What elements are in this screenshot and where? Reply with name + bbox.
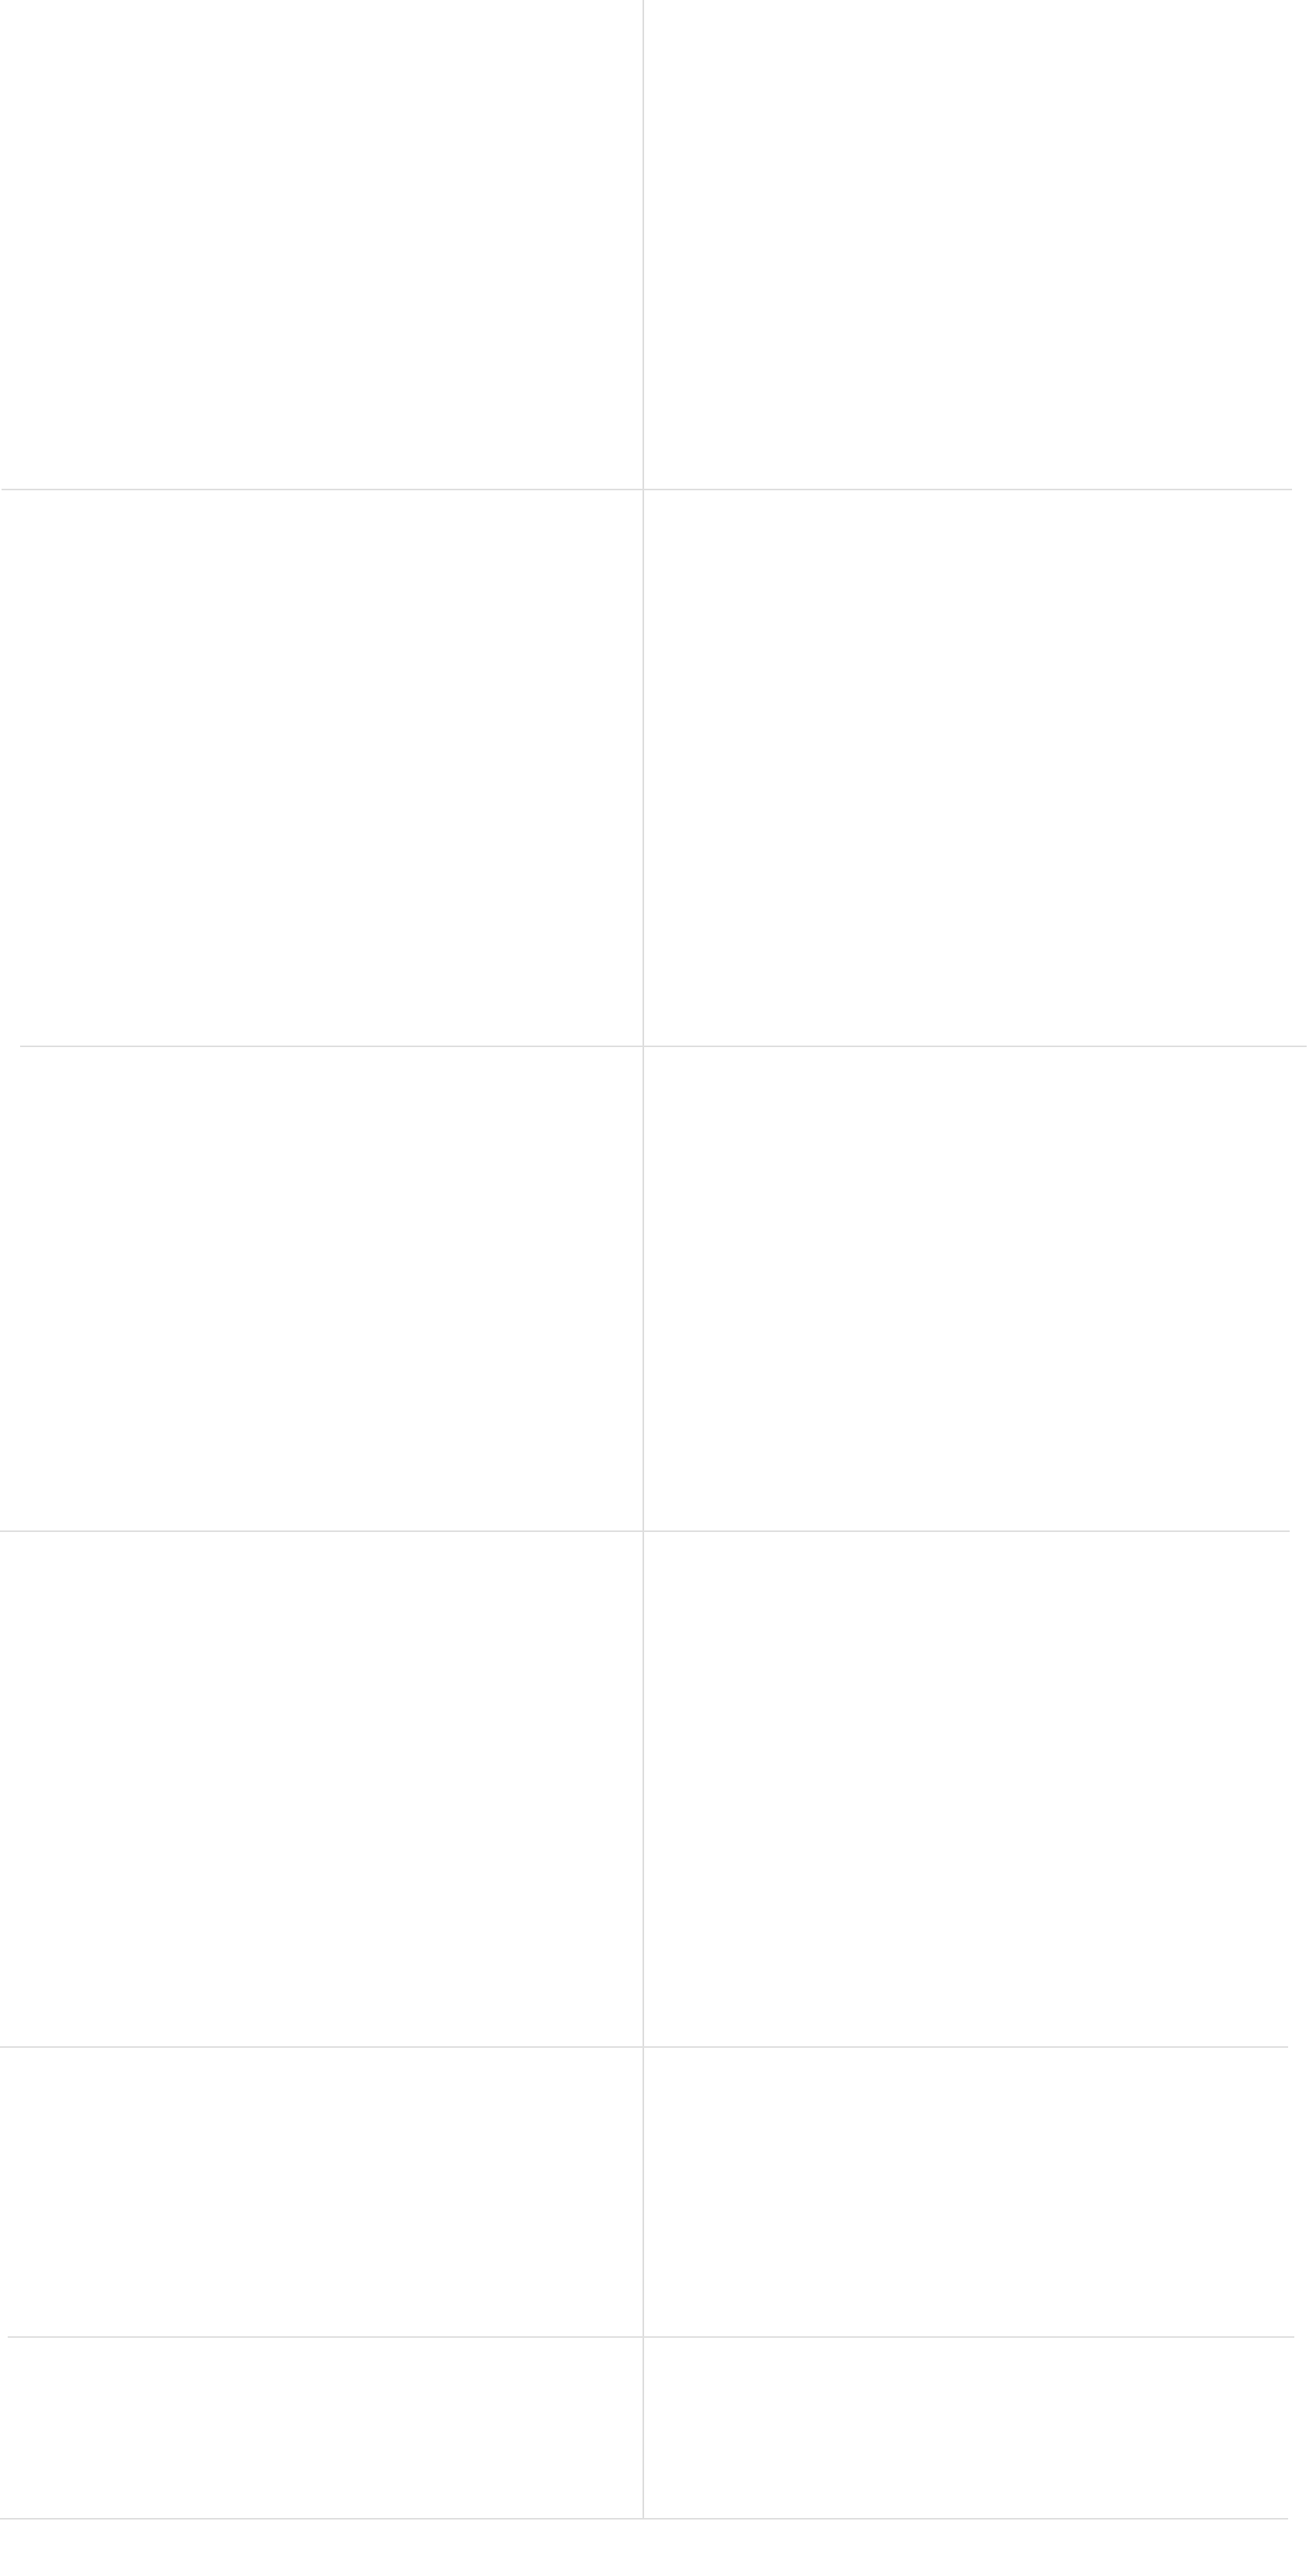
table-cell[interactable]: [0, 2338, 643, 2518]
table-cell[interactable]: [0, 1047, 643, 1530]
row-divider: [0, 2518, 1288, 2520]
row-divider: [0, 2046, 1288, 2048]
table-cell[interactable]: [0, 0, 643, 489]
row-divider: [8, 2336, 1294, 2338]
table-cell[interactable]: [644, 2048, 1292, 2336]
table-cell[interactable]: [644, 2338, 1292, 2518]
row-divider: [20, 1046, 1307, 1047]
table-cell[interactable]: [644, 490, 1292, 1046]
table-cell[interactable]: [644, 0, 1292, 489]
row-divider: [2, 489, 1292, 490]
table-cell[interactable]: [644, 1532, 1292, 2046]
table-cell[interactable]: [0, 1532, 643, 2046]
table-cell[interactable]: [0, 2048, 643, 2336]
column-divider: [643, 0, 644, 2520]
table-cell[interactable]: [644, 1047, 1292, 1530]
table-cell[interactable]: [0, 490, 643, 1046]
row-divider: [0, 1530, 1290, 1532]
